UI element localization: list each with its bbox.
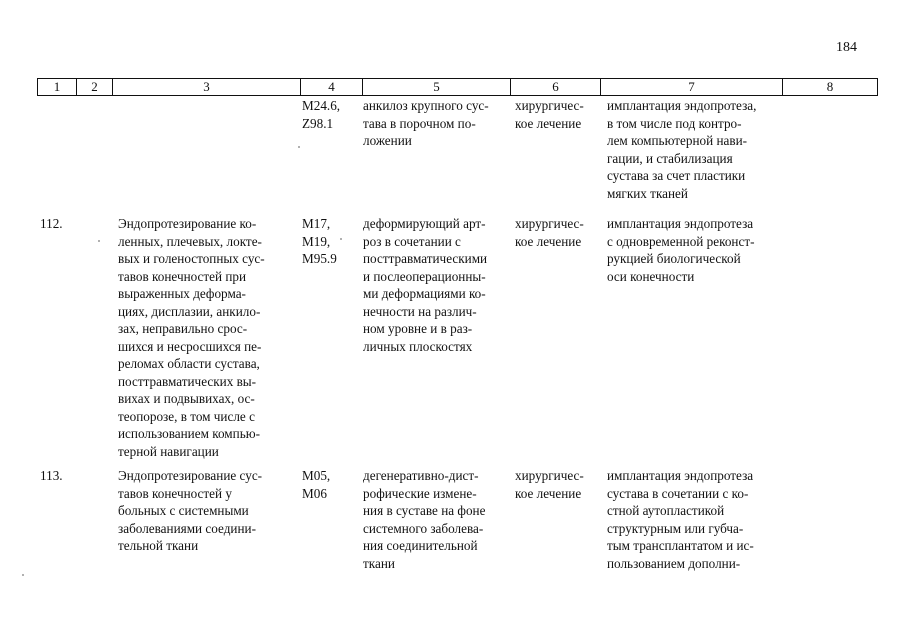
row-2-number: 113. (40, 468, 63, 483)
row-0-treatment-type: хирургичес- кое лечение (515, 98, 584, 131)
row-2-diagnosis: дегенеративно-дист- рофические измене- ния в суставе на фоне системного заболева- ния соединительной ткани (363, 468, 486, 571)
column-header-7: 7 (601, 79, 783, 96)
row-1-diagnosis: деформирующий арт- роз в сочетании с посттравматическими и послеоперационны- ми деформациями ко- нечности на различ- ном уровне и в раз- личных плоскостях (363, 216, 488, 354)
column-header-2: 2 (77, 79, 113, 96)
row-1-number: 112. (40, 216, 63, 231)
scan-speck (98, 240, 100, 242)
column-header-6: 6 (511, 79, 601, 96)
row-1-method: имплантация эндопротеза с одновременной реконст- рукцией биологической оси конечности (607, 216, 755, 284)
row-2-codes: M05, M06 (302, 468, 331, 501)
row-0-method: имплантация эндопротеза, в том числе под контро- лем компьютерной нави- гации, и стабилизация сустава за счет пластики мягких тканей (607, 98, 757, 201)
scan-speck (340, 238, 342, 240)
row-1-codes: M17, M19, M95.9 (302, 216, 337, 266)
row-2-treatment-type: хирургичес- кое лечение (515, 468, 584, 501)
row-1-name: Эндопротезирование ко- ленных, плечевых, локте- вых и голеностопных сус- тавов конечностей при выраженных деформа- циях, дисплазии, анкило- зах, неправильно срос- шихся и несросшихся пе- реломах области сустава, посттравматических вы- вихах и подвывихах, ос- теопорозе, в том числе с использованием компью- терной навигации (118, 216, 265, 459)
column-header-1: 1 (38, 79, 77, 96)
row-1-treatment-type: хирургичес- кое лечение (515, 216, 584, 249)
row-0-codes: M24.6, Z98.1 (302, 98, 341, 131)
page-number: 184 (836, 40, 857, 55)
row-2-method: имплантация эндопротеза сустава в сочетании с ко- стной аутопластикой структурным или губча- тым трансплантатом и ис- пользованием дополни- (607, 468, 754, 571)
scan-speck (22, 574, 24, 576)
row-0-diagnosis: анкилоз крупного сус- тава в порочном по- ложении (363, 98, 489, 148)
column-header-4: 4 (301, 79, 363, 96)
column-header-row (37, 78, 878, 96)
column-header-3: 3 (113, 79, 301, 96)
row-2-name: Эндопротезирование сус- тавов конечностей у больных с системными заболеваниями соедини- тельной ткани (118, 468, 263, 553)
scan-speck (298, 146, 300, 148)
column-header-8: 8 (783, 79, 878, 96)
column-header-5: 5 (363, 79, 511, 96)
